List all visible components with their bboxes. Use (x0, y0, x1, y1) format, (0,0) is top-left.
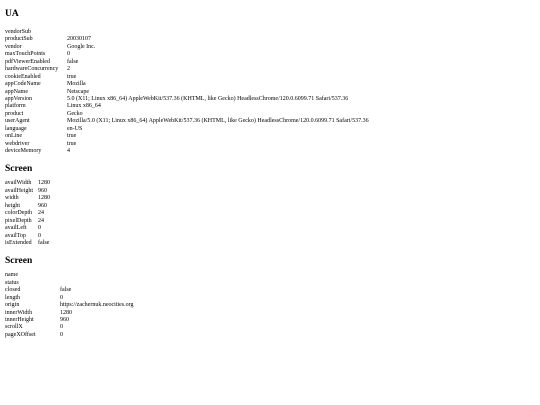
property-value (60, 280, 134, 287)
property-value: 0 (60, 331, 63, 338)
property-name: hardwareConcurrency (5, 66, 59, 73)
property-name: vendorSub (5, 29, 31, 35)
section-heading-screen: Screen (5, 164, 33, 175)
property-name: length (5, 294, 20, 301)
property-name: productSub (5, 36, 33, 43)
property-name: pdfViewerEnabled (5, 58, 50, 65)
property-value: false (38, 239, 50, 246)
property-name: webdriver (5, 140, 30, 147)
property-value: 0 (67, 51, 70, 58)
property-name: closed (5, 287, 21, 294)
property-name: userAgent (5, 118, 30, 125)
property-row (5, 272, 134, 279)
property-name: availLeft (5, 225, 27, 232)
property-row (5, 133, 369, 140)
screen-table (5, 180, 50, 247)
property-value (67, 29, 369, 36)
property-row (5, 188, 50, 195)
property-name: isExtended (5, 239, 32, 246)
property-name: origin (5, 302, 20, 309)
property-name: vendor (5, 43, 22, 50)
property-name: product (5, 110, 24, 117)
property-row (5, 89, 369, 96)
property-value: 1280 (60, 309, 72, 316)
ua-table (5, 29, 369, 155)
property-value: true (67, 140, 77, 147)
property-value: 960 (38, 187, 47, 194)
property-value: Netscape (67, 88, 89, 95)
property-value: 0 (60, 294, 63, 301)
property-value: 0 (38, 232, 41, 239)
property-row (5, 210, 50, 217)
property-value: 1280 (38, 180, 50, 187)
screen-table-body (5, 180, 50, 247)
property-row (5, 59, 369, 66)
property-value: Gecko (67, 110, 83, 117)
property-row (5, 324, 134, 331)
section-heading-ua: UA (5, 9, 19, 19)
property-name: width (5, 195, 19, 202)
property-row (5, 29, 369, 36)
property-value: Mozilla (67, 81, 86, 88)
property-name: availHeight (5, 187, 33, 194)
property-name: pixelDepth (5, 217, 32, 224)
property-value: 24 (38, 210, 44, 217)
property-name: colorDepth (5, 210, 32, 217)
property-name: appVersion (5, 95, 32, 102)
property-row (5, 218, 50, 225)
property-value: false (60, 287, 72, 294)
property-row (5, 240, 50, 247)
property-value: en-US (67, 125, 83, 132)
property-value: Google Inc. (67, 43, 96, 50)
property-value: true (67, 73, 77, 80)
property-name: deviceMemory (5, 148, 42, 154)
ua-table-body (5, 29, 369, 155)
property-row (5, 118, 369, 125)
property-value: https://zachernuk.neocities.org (60, 302, 134, 309)
property-value: 0 (60, 324, 63, 331)
property-value: true (67, 133, 77, 140)
property-row (5, 317, 134, 324)
property-row (5, 203, 50, 210)
property-name: maxTouchPoints (5, 51, 46, 58)
property-value: 1280 (38, 195, 50, 202)
property-name: platform (5, 103, 26, 110)
property-row (5, 225, 50, 232)
property-name: pageXOffset (5, 331, 36, 338)
property-value: Mozilla/5.0 (X11; Linux x86_64) AppleWebKit/537.36 (KHTML, like Gecko) HeadlessChrome/120.0.6099.71 Safari/537.36 (67, 118, 369, 125)
section-heading-window: Screen (5, 256, 33, 267)
property-row (5, 126, 369, 133)
window-table (5, 272, 134, 339)
property-name: availTop (5, 232, 26, 239)
property-value: 5.0 (X11; Linux x86_64) AppleWebKit/537.36 (KHTML, like Gecko) HeadlessChrome/120.0.6099.71 Safari/537.36 (67, 95, 349, 102)
property-row (5, 74, 369, 81)
property-value (60, 272, 134, 279)
property-value: 2 (67, 66, 70, 73)
property-name: scrollX (5, 324, 23, 331)
property-row (5, 148, 369, 155)
window-table-body (5, 272, 134, 339)
property-value: 0 (38, 225, 41, 232)
property-row (5, 310, 134, 317)
property-name: appName (5, 88, 28, 95)
property-value: Linux x86_64 (67, 103, 101, 110)
property-name: onLine (5, 133, 22, 140)
property-value: false (67, 58, 79, 65)
property-row (5, 180, 50, 187)
property-value: 960 (38, 202, 47, 209)
property-row (5, 195, 50, 202)
property-row (5, 81, 369, 88)
property-row (5, 36, 369, 43)
property-row (5, 103, 369, 110)
property-name: height (5, 202, 20, 209)
property-row (5, 295, 134, 302)
property-name: appCodeName (5, 81, 41, 88)
property-value: 24 (38, 217, 44, 224)
property-value: 960 (60, 317, 69, 323)
property-row (5, 332, 134, 339)
property-row (5, 141, 369, 148)
property-name: innerWidth (5, 309, 33, 316)
property-name: language (5, 125, 27, 132)
property-row (5, 66, 369, 73)
property-name: innerHeight (5, 317, 34, 323)
property-row (5, 96, 369, 103)
property-name: name (5, 272, 18, 279)
property-name: status (5, 279, 19, 286)
property-row (5, 233, 50, 240)
property-row (5, 287, 134, 294)
property-row (5, 51, 369, 58)
property-row (5, 302, 134, 309)
property-name: cookieEnabled (5, 73, 41, 80)
property-name: availWidth (5, 180, 32, 187)
property-row (5, 44, 369, 51)
property-value: 4 (67, 148, 70, 154)
property-value: 20030107 (67, 36, 91, 43)
